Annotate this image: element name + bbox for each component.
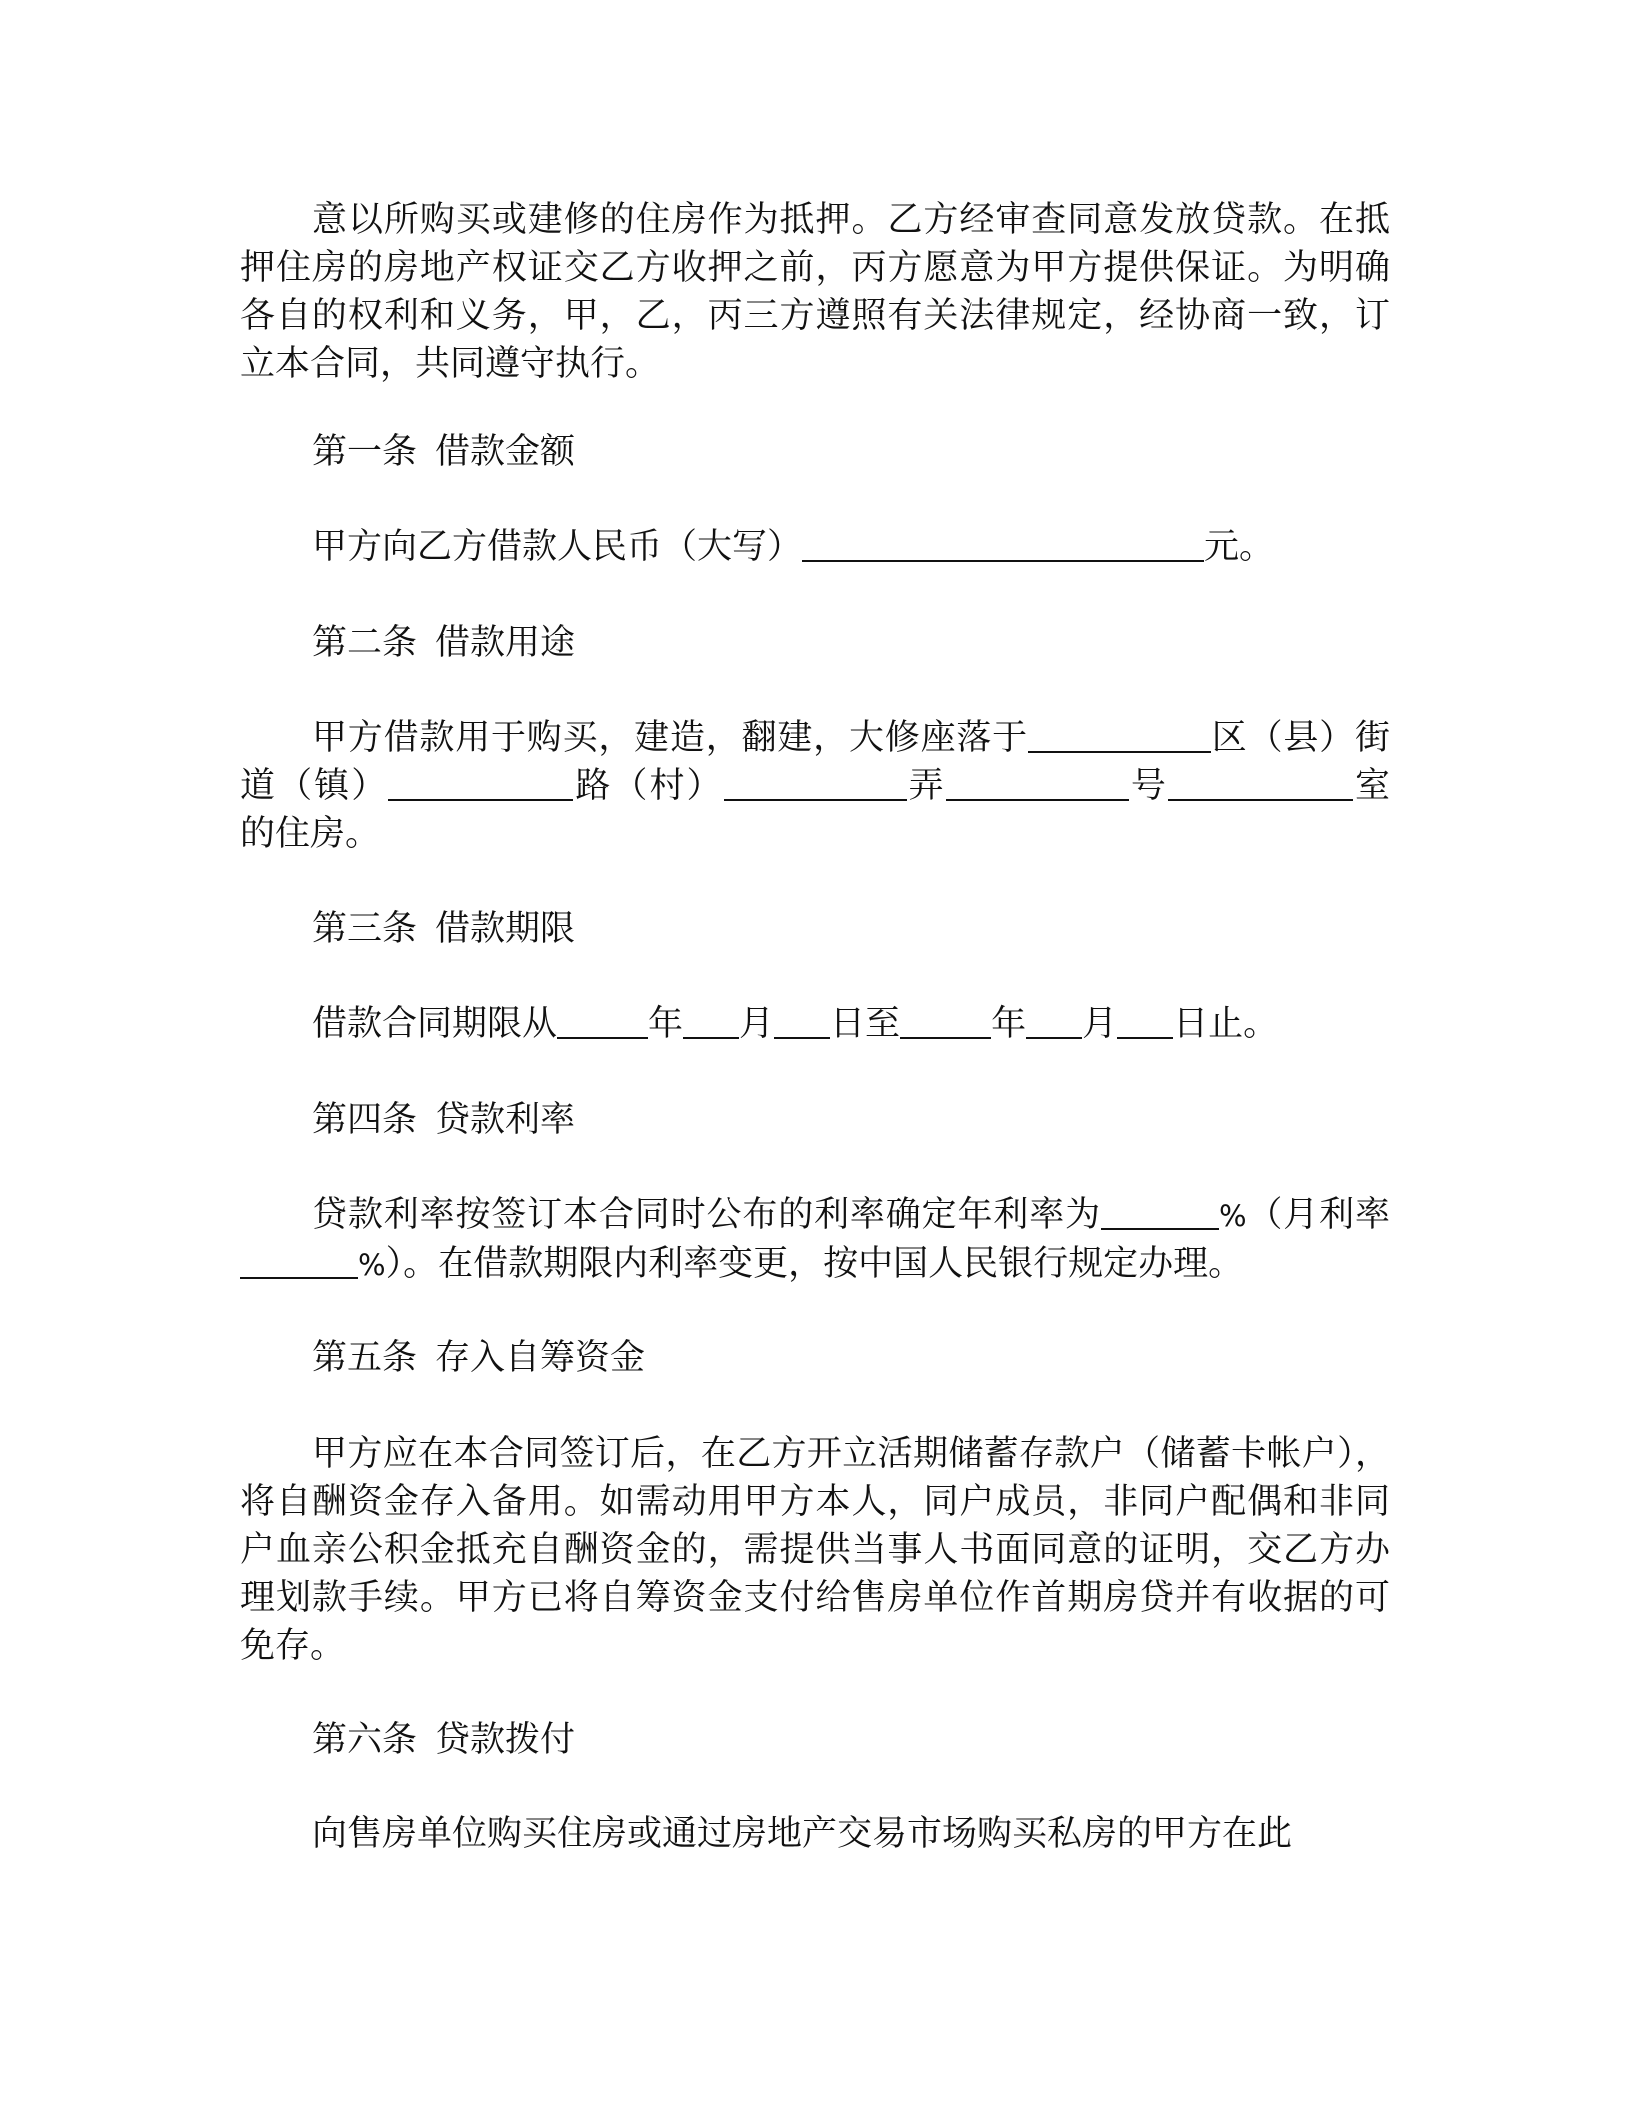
intro-paragraph: 意以所购买或建修的住房作为抵押。乙方经审查同意发放贷款。在抵押住房的房地产权证交乙方收押之前，丙方愿意为甲方提供保证。为明确各自的权利和义务，甲，乙，丙三方遵照有关法律规定，经协商一致，订立本合同，共同遵守执行。 (240, 200, 1390, 384)
start-month-blank[interactable] (683, 1005, 739, 1039)
article-6-heading (240, 1716, 1390, 1764)
annual-rate-blank[interactable] (1101, 1196, 1219, 1230)
article-number: 第一条 (312, 432, 418, 472)
article-2-heading (240, 619, 1390, 667)
amount-blank[interactable] (802, 528, 1204, 562)
article-number: 第二条 (312, 623, 418, 663)
end-day-blank[interactable] (1117, 1005, 1173, 1039)
article-1-heading (240, 428, 1390, 476)
article-number: 第六条 (312, 1720, 418, 1760)
article-title: 贷款利率 (435, 1100, 576, 1140)
article-title: 存入自筹资金 (435, 1338, 646, 1378)
article-1-body: 甲方向乙方借款人民币（大写） 元。 (312, 527, 1275, 567)
article-title: 贷款拨付 (435, 1720, 576, 1760)
article-number: 第五条 (312, 1338, 418, 1378)
district-blank[interactable] (1028, 719, 1211, 753)
article-4-heading (240, 1096, 1390, 1144)
article-6-body: 向售房单位购买住房或通过房地产交易市场购买私房的甲方在此 (312, 1814, 1293, 1854)
lane-blank[interactable] (946, 767, 1129, 801)
article-5-heading (240, 1334, 1390, 1382)
article-title: 借款用途 (435, 623, 576, 663)
article-number: 第四条 (312, 1100, 418, 1140)
article-title: 借款期限 (435, 909, 576, 949)
article-3-heading (240, 905, 1390, 953)
article-3-body: 借款合同期限从 年 月 日至 年 月 日止。 (312, 1004, 1279, 1044)
street-blank[interactable] (388, 767, 573, 801)
article-5-body: 甲方应在本合同签订后，在乙方开立活期储蓄存款户（储蓄卡帐户），将自酬资金存入备用。如需动用甲方本人，同户成员，非同户配偶和非同户血亲公积金抵充自酬资金的，需提供当事人书面同意的证明，交乙方办理划款手续。甲方已将自筹资金支付给售房单位作首期房贷并有收据的可免存。 (240, 1434, 1390, 1666)
end-year-blank[interactable] (900, 1005, 991, 1039)
monthly-rate-blank[interactable] (240, 1245, 358, 1279)
number-blank[interactable] (1168, 767, 1353, 801)
article-number: 第三条 (312, 909, 418, 949)
article-title: 借款金额 (435, 432, 576, 472)
start-day-blank[interactable] (774, 1005, 830, 1039)
end-month-blank[interactable] (1026, 1005, 1082, 1039)
start-year-blank[interactable] (557, 1005, 648, 1039)
article-4-body: 贷款利率按签订本合同时公布的利率确定年利率为 %（月利率%）。在借款期限内利率变更，按中国人民银行规定办理。 (240, 1191, 1390, 1289)
article-2-body: 甲方借款用于购买，建造，翻建，大修座落于 区（县）街道（镇） 路（村） 弄 号 室的住房。 (240, 718, 1390, 854)
road-blank[interactable] (724, 767, 907, 801)
